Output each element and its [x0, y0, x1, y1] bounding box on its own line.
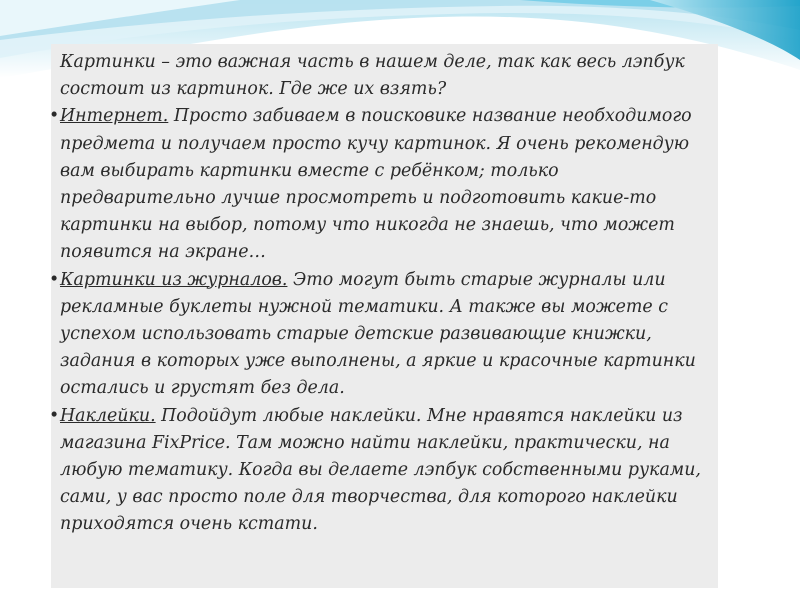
bullet-heading: Интернет. [60, 106, 169, 127]
bullet-item-internet [49, 103, 718, 266]
bullet-item-stickers [49, 403, 718, 539]
bullet-heading: Наклейки. [60, 405, 156, 426]
bullet-icon: • [49, 405, 60, 426]
bullet-text: Подойдут любые наклейки. Мне нравятся наклейки из магазина FixPrice. Там можно найти наклейки, практически, на любую тематику. Когда вы делаете лэпбук собственными руками, сами, у вас просто поле для творчества, для которого наклейки приходятся очень кстати. [60, 405, 701, 535]
bullet-item-magazines [49, 267, 718, 403]
main-text-box [51, 44, 718, 588]
bullet-text: Просто забиваем в поисковике название необходимого предмета и получаем просто кучу картинок. Я очень рекомендую вам выбирать картинки вместе с ребёнком; только предварительно лучше просмотреть и подготовить какие-то картинки на выбор, потому что никогда не знаешь, что может появится на экране… [60, 106, 692, 263]
bullet-icon: • [49, 269, 60, 290]
intro-paragraph: Картинки – это важная часть в нашем деле, так как весь лэпбук состоит из картинок. Где же их взять? [60, 52, 685, 100]
bullet-text: Это могут быть старые журналы или рекламные буклеты нужной тематики. А также вы можете с успехом использовать старые детские развивающие книжки, задания в которых уже выполнены, а яркие и красочные картинки остались и грустят без дела. [60, 269, 696, 399]
bullet-icon: • [49, 106, 60, 127]
bullet-heading: Картинки из журналов. [60, 269, 288, 290]
